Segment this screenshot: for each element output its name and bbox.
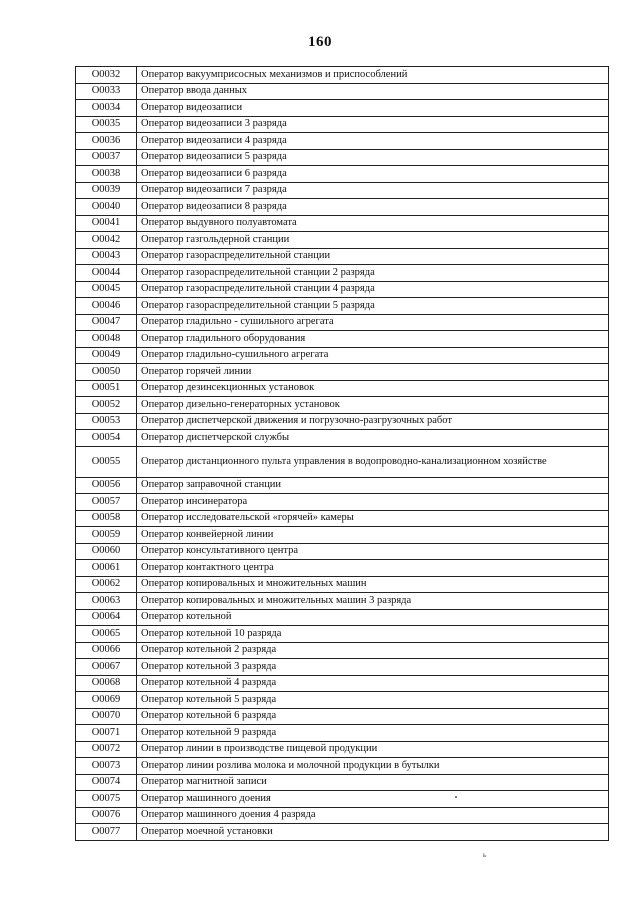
occupation-name: Оператор выдувного полуавтомата xyxy=(137,215,609,232)
occupation-name: Оператор инсинератора xyxy=(137,494,609,511)
occupation-code: O0044 xyxy=(76,265,137,282)
table-row xyxy=(76,166,609,183)
table-row xyxy=(76,609,609,626)
occupation-name: Оператор газгольдерной станции xyxy=(137,232,609,249)
table-row xyxy=(76,314,609,331)
occupation-code: O0035 xyxy=(76,116,137,133)
table-row xyxy=(76,725,609,742)
occupation-code: O0038 xyxy=(76,166,137,183)
occupation-name: Оператор газораспределительной станции xyxy=(137,248,609,265)
table-row xyxy=(76,430,609,447)
table-row xyxy=(76,248,609,265)
table-row xyxy=(76,265,609,282)
table-row xyxy=(76,708,609,725)
occupation-code: O0063 xyxy=(76,593,137,610)
table-row xyxy=(76,824,609,841)
occupation-name: Оператор исследовательской «горячей» камеры xyxy=(137,510,609,527)
occupation-name: Оператор гладильно - сушильного агрегата xyxy=(137,314,609,331)
occupation-name: Оператор котельной 5 разряда xyxy=(137,692,609,709)
table-row xyxy=(76,199,609,216)
occupation-code: O0061 xyxy=(76,560,137,577)
occupation-code: O0057 xyxy=(76,494,137,511)
occupation-code: O0051 xyxy=(76,380,137,397)
occupation-name: Оператор видеозаписи 8 разряда xyxy=(137,199,609,216)
occupation-code: O0076 xyxy=(76,807,137,824)
table-row xyxy=(76,413,609,430)
table-row xyxy=(76,83,609,100)
occupation-code: O0048 xyxy=(76,331,137,348)
occupation-name: Оператор копировальных и множительных машин xyxy=(137,576,609,593)
page-number: 160 xyxy=(308,34,332,50)
table-row xyxy=(76,281,609,298)
occupation-code: O0069 xyxy=(76,692,137,709)
occupation-name: Оператор копировальных и множительных машин 3 разряда xyxy=(137,593,609,610)
occupation-code: O0073 xyxy=(76,758,137,775)
occupation-code: O0041 xyxy=(76,215,137,232)
table-row xyxy=(76,593,609,610)
occupation-code: O0032 xyxy=(76,67,137,84)
occupation-code: O0037 xyxy=(76,149,137,166)
occupation-code: O0047 xyxy=(76,314,137,331)
occupation-code: O0070 xyxy=(76,708,137,725)
table-row xyxy=(76,626,609,643)
occupation-code: O0058 xyxy=(76,510,137,527)
occupation-name: Оператор котельной 10 разряда xyxy=(137,626,609,643)
occupation-code: O0050 xyxy=(76,364,137,381)
occupation-name: Оператор диспетчерской службы xyxy=(137,430,609,447)
occupation-code: O0054 xyxy=(76,430,137,447)
table-row xyxy=(76,527,609,544)
table-row xyxy=(76,741,609,758)
table-row xyxy=(76,642,609,659)
occupation-code: O0039 xyxy=(76,182,137,199)
occupation-name: Оператор линии в производстве пищевой продукции xyxy=(137,741,609,758)
table-row xyxy=(76,576,609,593)
table-row xyxy=(76,675,609,692)
occupation-name: Оператор линии розлива молока и молочной продукции в бутылки xyxy=(137,758,609,775)
occupation-name: Оператор машинного доения 4 разряда xyxy=(137,807,609,824)
occupation-code: O0077 xyxy=(76,824,137,841)
table-row xyxy=(76,215,609,232)
table-row xyxy=(76,494,609,511)
occupation-code: O0056 xyxy=(76,477,137,494)
occupation-name: Оператор ввода данных xyxy=(137,83,609,100)
scan-artifact-dot xyxy=(455,796,457,798)
occupation-code: O0034 xyxy=(76,100,137,117)
occupation-name: Оператор гладильно-сушильного агрегата xyxy=(137,347,609,364)
table-row xyxy=(76,347,609,364)
table-row xyxy=(76,692,609,709)
table-row xyxy=(76,659,609,676)
occupation-name: Оператор видеозаписи 7 разряда xyxy=(137,182,609,199)
table-row xyxy=(76,149,609,166)
occupation-name: Оператор котельной 4 разряда xyxy=(137,675,609,692)
occupation-code: O0036 xyxy=(76,133,137,150)
table-row xyxy=(76,774,609,791)
occupation-code: O0062 xyxy=(76,576,137,593)
table-row xyxy=(76,182,609,199)
occupation-name: Оператор консультативного центра xyxy=(137,543,609,560)
table-row xyxy=(76,446,609,477)
table-row xyxy=(76,67,609,84)
occupation-name: Оператор магнитной записи xyxy=(137,774,609,791)
table-row xyxy=(76,560,609,577)
table-row xyxy=(76,133,609,150)
occupation-code: O0060 xyxy=(76,543,137,560)
occupation-code: O0040 xyxy=(76,199,137,216)
occupation-name: Оператор видеозаписи 3 разряда xyxy=(137,116,609,133)
occupation-name: Оператор видеозаписи xyxy=(137,100,609,117)
occupation-name: Оператор газораспределительной станции 2 разряда xyxy=(137,265,609,282)
occupation-name: Оператор дезинсекционных установок xyxy=(137,380,609,397)
occupation-name: Оператор видеозаписи 5 разряда xyxy=(137,149,609,166)
table-row xyxy=(76,543,609,560)
occupation-code: O0045 xyxy=(76,281,137,298)
occupation-code: O0049 xyxy=(76,347,137,364)
occupation-name: Оператор газораспределительной станции 4 разряда xyxy=(137,281,609,298)
occupation-name: Оператор дизельно-генераторных установок xyxy=(137,397,609,414)
table-row xyxy=(76,477,609,494)
occupation-name: Оператор котельной xyxy=(137,609,609,626)
scan-artifact-mark: ь xyxy=(483,851,487,859)
occupation-code-table xyxy=(75,66,609,841)
occupation-code: O0059 xyxy=(76,527,137,544)
occupation-name: Оператор котельной 3 разряда xyxy=(137,659,609,676)
occupation-name: Оператор моечной установки xyxy=(137,824,609,841)
table-row xyxy=(76,298,609,315)
table-row xyxy=(76,364,609,381)
table-row xyxy=(76,758,609,775)
table-row xyxy=(76,807,609,824)
table-row xyxy=(76,100,609,117)
occupation-code: O0033 xyxy=(76,83,137,100)
occupation-name: Оператор дистанционного пульта управления в водопроводно-канализационном хозяйстве xyxy=(137,446,609,477)
occupation-code: O0055 xyxy=(76,446,137,477)
occupation-name: Оператор вакуумприсосных механизмов и приспособлений xyxy=(137,67,609,84)
table-row xyxy=(76,232,609,249)
occupation-name: Оператор котельной 6 разряда xyxy=(137,708,609,725)
occupation-code: O0065 xyxy=(76,626,137,643)
occupation-code: O0071 xyxy=(76,725,137,742)
table-row xyxy=(76,116,609,133)
occupation-name: Оператор диспетчерской движения и погрузочно-разгрузочных работ xyxy=(137,413,609,430)
occupation-code: O0068 xyxy=(76,675,137,692)
occupation-name: Оператор газораспределительной станции 5 разряда xyxy=(137,298,609,315)
occupation-code: O0067 xyxy=(76,659,137,676)
occupation-name: Оператор котельной 2 разряда xyxy=(137,642,609,659)
table-row xyxy=(76,380,609,397)
occupation-name: Оператор контактного центра xyxy=(137,560,609,577)
occupation-name: Оператор видеозаписи 4 разряда xyxy=(137,133,609,150)
occupation-code: O0046 xyxy=(76,298,137,315)
occupation-code: O0064 xyxy=(76,609,137,626)
occupation-code: O0052 xyxy=(76,397,137,414)
table-row xyxy=(76,791,609,808)
occupation-code: O0042 xyxy=(76,232,137,249)
occupation-name: Оператор котельной 9 разряда xyxy=(137,725,609,742)
table-row xyxy=(76,331,609,348)
table-row xyxy=(76,397,609,414)
occupation-code: O0072 xyxy=(76,741,137,758)
occupation-name: Оператор машинного доения xyxy=(137,791,609,808)
occupation-name: Оператор гладильного оборудования xyxy=(137,331,609,348)
occupation-code: O0075 xyxy=(76,791,137,808)
occupation-code: O0066 xyxy=(76,642,137,659)
occupation-code: O0043 xyxy=(76,248,137,265)
occupation-code: O0074 xyxy=(76,774,137,791)
occupation-name: Оператор заправочной станции xyxy=(137,477,609,494)
table-row xyxy=(76,510,609,527)
occupation-name: Оператор видеозаписи 6 разряда xyxy=(137,166,609,183)
occupation-name: Оператор горячей линии xyxy=(137,364,609,381)
occupation-name: Оператор конвейерной линии xyxy=(137,527,609,544)
occupation-code: O0053 xyxy=(76,413,137,430)
table-body xyxy=(76,67,609,841)
